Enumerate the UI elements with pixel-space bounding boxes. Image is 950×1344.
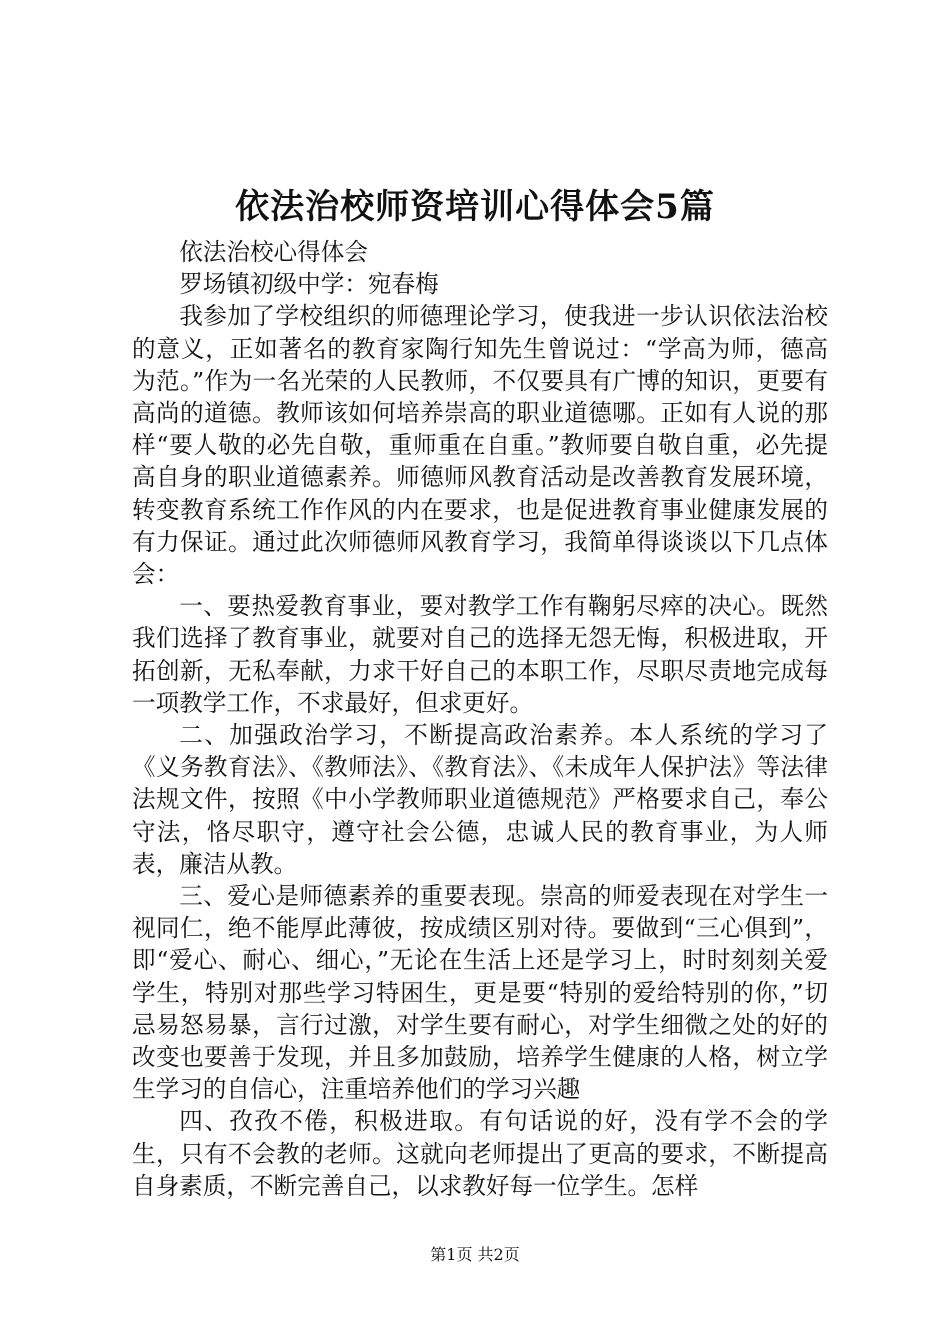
paragraph: 三、爱心是师德素养的重要表现。崇高的师爱表现在对学生一视同仁，绝不能厚此薄彼，按成绩区别对待。要做到“三心俱到”，即“爱心、耐心、细心，”无论在生活上还是学习上，时时刻刻关爱学生，特别对那些学习特困生，更是要“特别的爱给特别的你，”切忌易怒易暴，言行过激，对学生要有耐心，对学生细微之处的好的改变也要善于发现，并且多加鼓励，培养学生健康的人格，树立学生学习的自信心，注重培养他们的学习兴趣	[132, 882, 828, 1104]
paragraph: 我参加了学校组织的师德理论学习，使我进一步认识依法治校的意义，正如著名的教育家陶行知先生曾说过：“学高为师，德高为范。”作为一名光荣的人民教师，不仅要具有广博的知识，更要有高尚的道德。教师该如何培养崇高的职业道德哪。正如有人说的那样“要人敬的必先自敬，重师重在自重。”教师要自敬自重，必先提高自身的职业道德素养。师德师风教育活动是改善教育发展环境，转变教育系统工作作风的内在要求，也是促进教育事业健康发展的有力保证。通过此次师德师风教育学习，我简单得谈谈以下几点体会：	[132, 302, 828, 589]
paragraph: 一、要热爱教育事业，要对教学工作有鞠躬尽瘁的决心。既然我们选择了教育事业，就要对自己的选择无怨无悔，积极进取，开拓创新，无私奉献，力求干好自己的本职工作，尽职尽责地完成每一项教学工作，不求最好，但求更好。	[132, 592, 828, 717]
author-line: 罗场镇初级中学：宛春梅	[179, 270, 439, 299]
section-heading: 依法治校心得体会	[179, 238, 368, 266]
page-footer: 第1页 共2页	[430, 1245, 520, 1264]
document-body	[132, 236, 828, 1202]
paragraph: 二、加强政治学习，不断提高政治素养。本人系统的学习了《义务教育法》、《教师法》、《教育法》、《未成年人保护法》等法律法规文件，按照《中小学教师职业道德规范》严格要求自己，奉公守法，恪尽职守，遵守社会公德，忠诚人民的教育事业，为人师表，廉洁从教。	[132, 721, 828, 878]
paragraph: 四、孜孜不倦，积极进取。有句话说的好，没有学不会的学生，只有不会教的老师。这就向老师提出了更高的要求，不断提高自身素质，不断完善自己，以求教好每一位学生。怎样	[132, 1107, 828, 1200]
document-title: 依法治校师资培训心得体会5篇	[235, 187, 715, 227]
